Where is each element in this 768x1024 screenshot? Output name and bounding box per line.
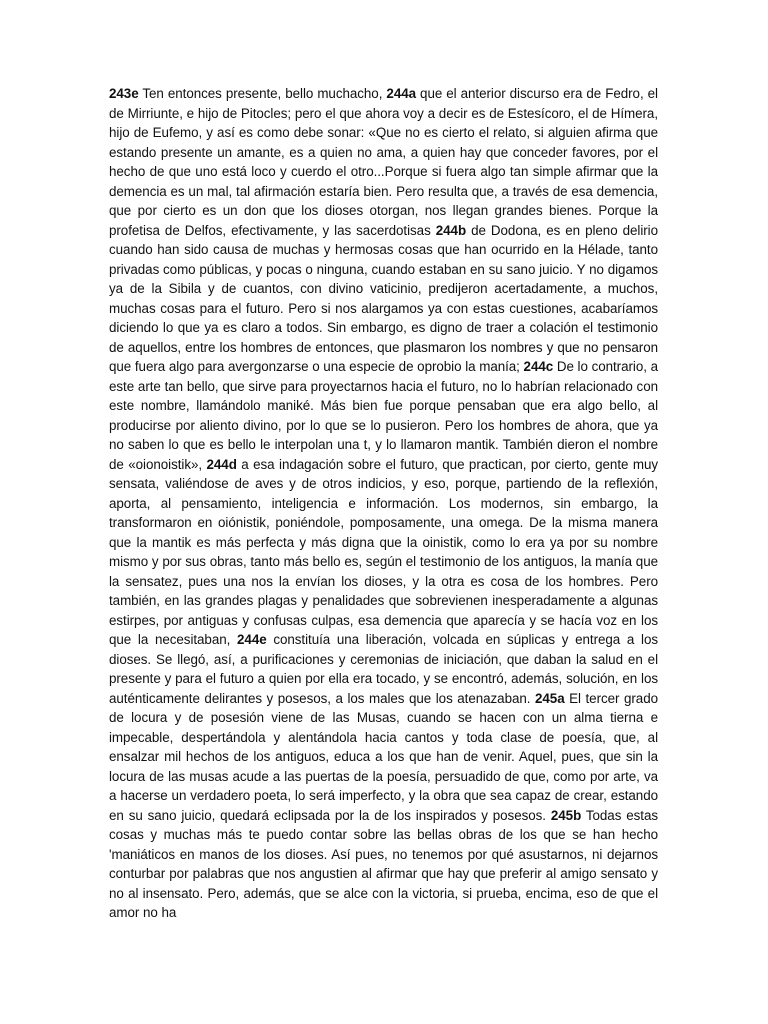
stephanus-marker: 244b [435,222,467,238]
paragraph-text: a esa indagación sobre el futuro, que practican, por cierto, gente muy sensata, valiéndose de aves y de otros indicios, y eso, porque, partiendo de la reflexión, aporta, al pensamiento, inteligencia e información. Los modernos, sin embargo, la transformaron en oiónistik, poniéndole, pomposamente, una omega. De la misma manera que la mantik es más perfecta y más digna que la oinistik, como lo era ya por su nombre mismo y por sus obras, tanto más bello es, según el testimonio de los antiguos, la manía que la sensatez, pues una nos la envían los dioses, y la otra es cosa de los hombres. Pero también, en las grandes plagas y penalidades que sobrevienen inesperadamente a algunas estirpes, por antiguas y confusas culpas, esa demencia que aparecía y se hacía voz en los que la necesitaban, [109,456,658,647]
stephanus-marker: 244d [206,456,237,472]
paragraph-text: constituía una liberación, volcada en súplicas y entrega a los dioses. Se llegó, así, a purificaciones y ceremonias de iniciación, que daban la salud en el presente y para el futuro a quien por ella era tocado, y se encontró, además, solución, en los auténticamente delirantes y posesos, a los males que los atenazaban. [109,632,658,706]
stephanus-marker: 244a [386,86,417,101]
stephanus-marker: 243e [109,86,139,101]
stephanus-marker: 245b [550,807,582,823]
stephanus-marker: 244e [237,632,267,647]
paragraph-text: Ten entonces presente, bello muchacho, [138,86,387,101]
stephanus-marker: 245a [535,690,565,706]
document-page [109,84,658,923]
paragraph-text: El tercer grado de locura y de posesión viene de las Musas, cuando se hacen con un alma tierna e impecable, despertándola y alentándola hacia cantos y toda clase de poesía, que, al ensalzar mil hechos de los antiguos, educa a los que han de venir. Aquel, pues, que sin la locura de las musas acude a las puertas de la poesía, persuadido de que, como por arte, va a hacerse un verdadero poeta, lo será imperfecto, y la obra que sea capaz de crear, estando en su sano juicio, quedará eclipsada por la de los inspirados y posesos. [109,690,658,823]
stephanus-marker: 244c [523,359,554,374]
body-paragraph [109,84,658,923]
paragraph-text: De lo contrario, a este arte tan bello, que sirve para proyectarnos hacia el futuro, no lo habrían relacionado con este nombre, llamándolo maniké. Más bien fue porque pensaban que era algo bello, al producirse por aliento divino, por lo que se lo pusieron. Pero los hombres de ahora, que ya no saben lo que es bello le interpolan una t, y lo llamaron mantik. También dieron el nombre de «oionoistik», [109,359,658,472]
paragraph-text: Todas estas cosas y muchas más te puedo contar sobre las bellas obras de los que se han hecho 'maniáticos en manos de los dioses. Así pues, no tenemos por qué asustarnos, ni dejarnos conturbar por palabras que nos angustien al afirmar que hay que preferir al amigo sensato y no al insensato. Pero, además, que se alce con la victoria, si prueba, encima, eso de que el amor no ha [109,807,659,920]
paragraph-text: de Dodona, es en pleno delirio cuando han sido causa de muchas y hermosas cosas que han ocurrido en la Hélade, tanto privadas como públicas, y pocas o ninguna, cuando estaban en su sano juicio. Y no digamos ya de la Sibila y de cuantos, con divino vaticinio, predijeron acertadamente, a muchos, muchas cosas para el futuro. Pero si nos alargamos ya con estas cuestiones, acabaríamos diciendo lo que ya es claro a todos. Sin embargo, es digno de traer a colación el testimonio de aquellos, entre los hombres de entonces, que plasmaron los nombres y que no pensaron que fuera algo para avergonzarse o una especie de oprobio la manía; [109,222,658,374]
paragraph-text: que el anterior discurso era de Fedro, el de Mirriunte, e hijo de Pitocles; pero el que ahora voy a decir es de Estesícoro, el de Hímera, hijo de Eufemo, y así es como debe sonar: «Que no es cierto el relato, si alguien afirma que estando presente un amante, es a quien no ama, a quien hay que conceder favores, por el hecho de que uno está loco y cuerdo el otro...Porque si fuera algo tan simple afirmar que la demencia es un mal, tal afirmación estaría bien. Pero resulta que, a través de esa demencia, que por cierto es un don que los dioses otorgan, nos llegan grandes bienes. Porque la profetisa de Delfos, efectivamente, y las sacerdotisas [109,86,658,238]
